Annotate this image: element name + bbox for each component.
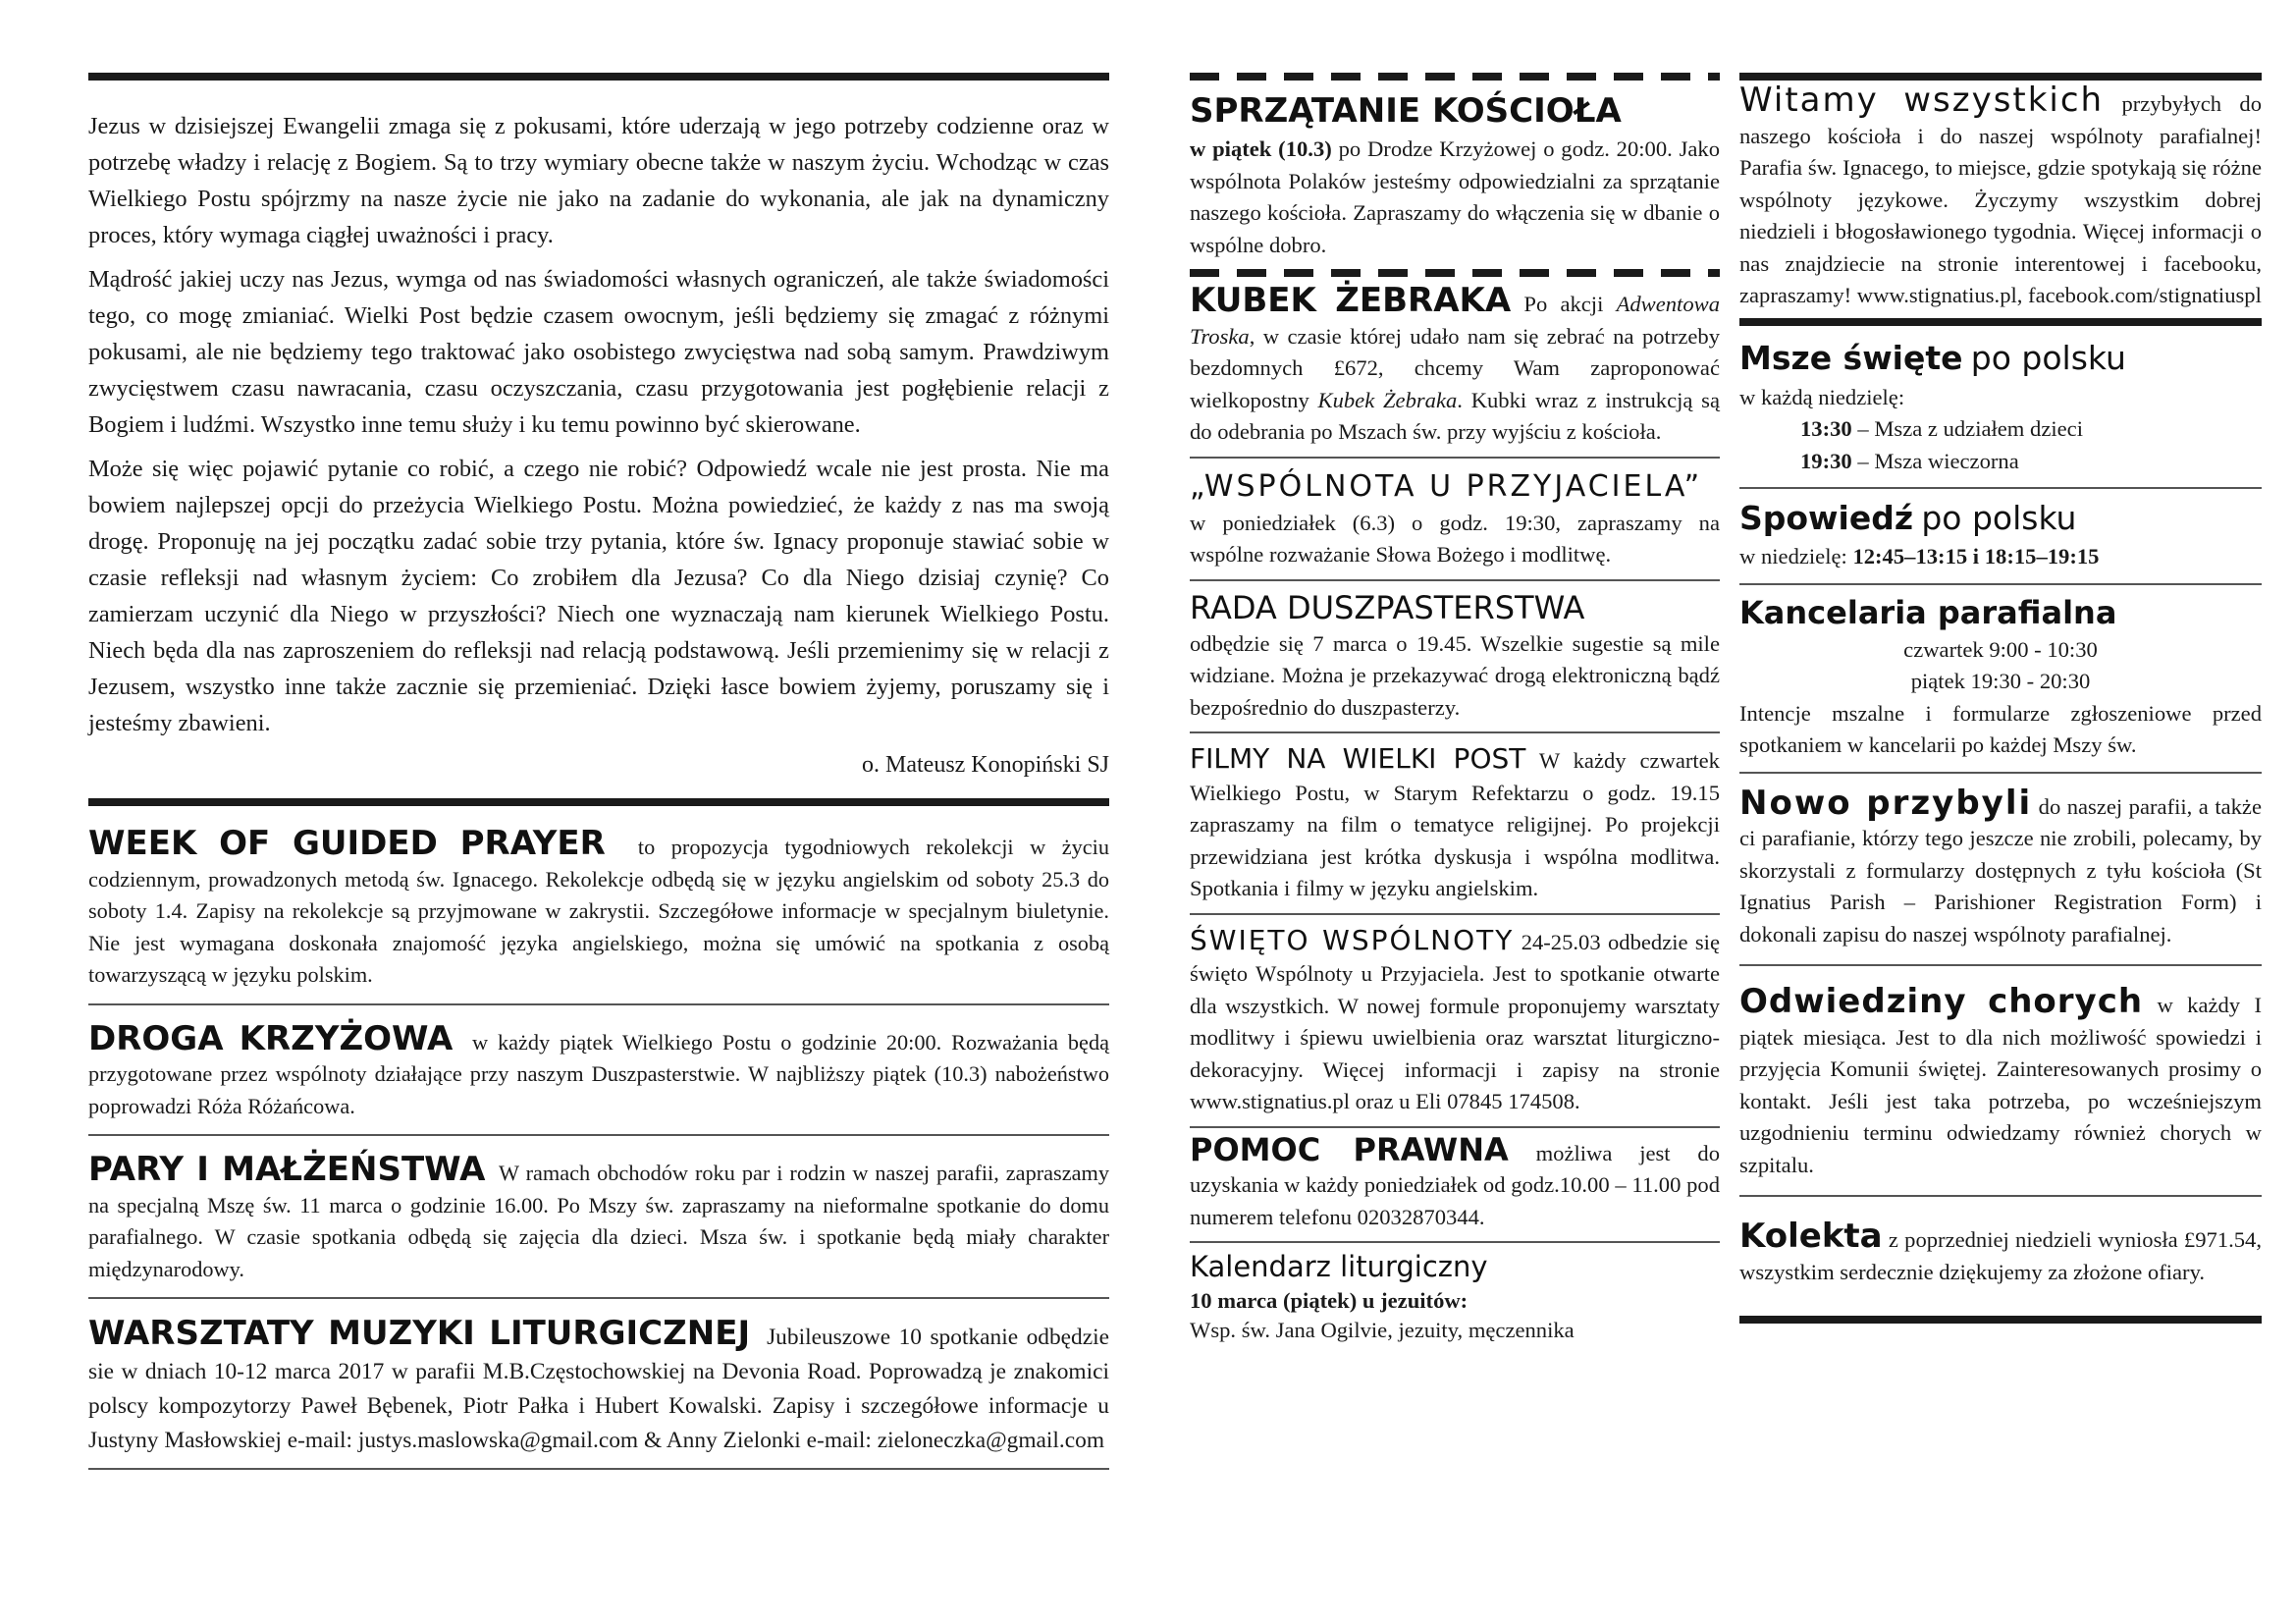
nowo-przybyli: [1739, 783, 2262, 951]
intro-paragraph: Mądrość jakiej uczy nas Jezus, wymga od nas świadomości własnych ograniczeń, ale także świadomości tego, co mogę zmianiać. Wielki Post będzie czasem owocnym, jeśli będziemy się zmagać z różnymi pokusami, ale nie będziemy tego traktować jako osobistego zwycięstwa nad sobą samym. Prawdziwym zwycięstwem czasu nawracania, czasu oczyszczania, czasu przygotowania jest pogłębienie relacji z Bogiem i ludźmi. Wszystko inne temu służy i ku temu powinno być skierowane.: [88, 266, 1109, 438]
section-title: PARY I MAŁŻEŃSTWA: [88, 1150, 486, 1189]
section-text: w niedzielę:: [1739, 544, 1847, 568]
section-text: Jubileuszowe 10 spotkanie odbędzie sie w dniach 10-12 marca 2017 w parafii M.B.Częstochowskiej na Devonia Road. Poprowadzą je znakomici polscy kompozytorzy Paweł Bębenek, Piotr Pałka i Hubert Kowalski. Zapisy i szczegółowe informacje u Justyny Masłowskiej e-mail: justys.maslowska@gmail.com & Anny Zielonki e-mail: zieloneczka@gmail.com: [88, 1325, 1110, 1453]
kalendarz-liturgiczny: [1190, 1247, 1720, 1346]
week-guided-prayer: [88, 824, 1110, 992]
mass-label: – Msza wieczorna: [1851, 448, 2019, 473]
section-title: RADA DUSZPASTERSTWA: [1190, 588, 1585, 626]
mass-time: 19:30: [1800, 448, 1852, 473]
section-text: . Kubki wraz z instrukcją są do odebrania po Mszach św. przy wyjściu z kościoła.: [1190, 387, 1720, 444]
section-rule: [88, 798, 1109, 806]
section-title: Witamy wszystkich: [1739, 81, 2105, 120]
section-rule: [1739, 487, 2262, 489]
section-rule: [88, 1134, 1109, 1136]
swieto-wspolnoty: [1190, 925, 1720, 1118]
intro-paragraph: Może się więc pojawić pytanie co robić, a czego nie robić? Odpowiedź wcale nie jest prosta. Nie ma bowiem najlepszej opcji do przeżycia Wielkiego Postu. Można powiedzieć, że każdy z nas ma swoją drogę. Proponuję na jej początku zadać sobie trzy pytania, które św. Ignacy proponuje stawiać sobie w czasie refleksji nad własnym życiem: Co zrobiłem dla Jezusa? Co dla Niego dzisiaj czynię? Co zamierzam uczynić dla Niego w przyszłości? Niech one wyznaczają nam kierunek Wielkiego Postu. Niech będa dla nas zaproszeniem do refleksji nad relacją podstawową. Jeśli przemienimy się w relacji z Jezusem, wszystko inne także zacznie się przemieniać. Dzięki łasce bowiem żyjemy, poruszamy się i jesteśmy zbawieni.: [88, 456, 1109, 736]
confession-times: 12:45–13:15 i 18:15–19:15: [1852, 544, 2100, 568]
section-rule: [1190, 1126, 1720, 1128]
odwiedziny-chorych: [1739, 982, 2262, 1181]
section-rule: [1190, 1241, 1720, 1243]
msze-swiete: [1739, 336, 2262, 478]
warsztaty-muzyki: [88, 1314, 1110, 1458]
top-rule: [88, 73, 1109, 81]
section-title: Nowo przybyli: [1739, 783, 2033, 823]
section-title: KUBEK ŻEBRAKA: [1190, 281, 1512, 320]
kancelaria-parafialna: [1739, 591, 2262, 762]
section-title: DROGA KRZYŻOWA: [88, 1018, 454, 1058]
section-subtitle: po polsku: [1921, 499, 2077, 537]
section-rule: [1739, 318, 2262, 326]
section-title: „WSPÓLNOTA U PRZYJACIELA”: [1190, 468, 1703, 504]
mass-item: [1739, 413, 2262, 446]
section-rule: [1190, 579, 1720, 581]
section-text: 24-25.03 odbedzie się święto Wspólnoty u Przyjaciela. Jest to spotkanie otwarte dla wszystkich. W nowej formule proponujemy warsztaty modlitwy i śpiewu uwielbienia oraz warsztat liturgiczno-dekoracyjny. Więcej informacji i zapisy na stronie www.stignatius.pl oraz u Eli 07845 174508.: [1190, 929, 1720, 1113]
section-text: odbędzie się 7 marca o 19.45. Wszelkie sugestie są mile widziane. Można je przekazywać drogą elektroniczną bądź bezpośrednio do duszpasterzy.: [1190, 630, 1720, 720]
section-rule: [88, 1297, 1109, 1299]
witamy-wszystkich: [1739, 81, 2263, 312]
section-date: w piątek (10.3): [1190, 136, 1332, 161]
section-text: , w czasie której udało nam się zebrać na potrzeby bezdomnych £672, chcemy Wam zaproponować wielkopostny: [1190, 323, 1720, 412]
mass-time: 13:30: [1800, 416, 1852, 441]
section-rule: [1739, 1195, 2262, 1197]
middle-column: [1190, 73, 1720, 1346]
top-dashed-rule: [1190, 73, 1720, 81]
section-text: W ramach obchodów roku par i rodzin w naszej parafii, zapraszamy na specjalną Mszę św. 11 marca o godzinie 16.00. Po Mszy św. zapraszamy na nieformalne spotkanie do domu parafialnego. W czasie spotkania odbędą się zajęcia dla dzieci. Msza św. i spotkanie będą miały charakter międzynarodowy.: [88, 1161, 1109, 1281]
section-rule: [1739, 583, 2262, 585]
kubek-zebraka: [1190, 281, 1720, 449]
section-title: Msze święte: [1739, 338, 1963, 377]
section-title: FILMY NA WIELKI POST: [1190, 742, 1526, 775]
section-text: W każdy czwartek Wielkiego Postu, w Starym Refektarzu o godz. 19.15 zapraszamy na film o tematyce religijnej. Po projekcji przewidziana jest krótka dyskusja i wspólna modlitwa. Spotkania i filmy w języku angielskim.: [1190, 748, 1720, 900]
left-column: [88, 73, 1109, 1470]
intro-article: [88, 108, 1109, 783]
section-title: WEEK OF GUIDED PRAYER: [88, 824, 606, 863]
section-date: 10 marca (piątek) u jezuitów:: [1190, 1288, 1468, 1313]
section-rule: [1190, 457, 1720, 459]
sprzatanie-kosciola: [1190, 88, 1720, 261]
section-text: z poprzedniej niedzieli wyniosła £971.54, wszystkim serdecznie dziękujemy za złożone ofiary.: [1739, 1227, 2262, 1284]
wspolnota-u-przyjaciela: [1190, 466, 1720, 571]
droga-krzyzowa: [88, 1018, 1109, 1123]
section-text: Wsp. św. Jana Ogilvie, jezuity, męczennika: [1190, 1318, 1575, 1342]
section-subtitle: po polsku: [1970, 338, 2126, 377]
section-italic: Kubek Żebraka: [1317, 387, 1458, 412]
section-text: do naszej parafii, a także ci parafianie, którzy tego jeszcze nie zrobili, polecamy, by skorzystali z formularzy dostępnych z tyłu kościoła (St Ignatius Parish – Parishioner Registration Form) i dokonali zapisu do naszej wspólnoty parafialnej.: [1739, 793, 2262, 947]
section-text: po Drodze Krzyżowej o godz. 20:00. Jako wspólnota Polaków jesteśmy odpowiedzialni za sprzątanie naszego kościoła. Zapraszamy do włączenia się w dbanie o wspólne dobro.: [1190, 136, 1720, 257]
pomoc-prawna: [1190, 1130, 1720, 1234]
section-rule: [88, 1468, 1109, 1470]
section-rule: [1739, 772, 2262, 774]
section-title: POMOC PRAWNA: [1190, 1130, 1509, 1168]
signature: o. Mateusz Konopiński SJ: [862, 752, 1109, 778]
section-title: Spowiedź: [1739, 499, 1914, 537]
section-text: w każdy piątek Wielkiego Postu o godzinie 20:00. Rozważania będą przygotowane przez wspólnoty działające przy naszym Duszpasterstwie. W najbliższy piątek (10.3) nabożeństwo poprowadzi Róża Różańcowa.: [88, 1029, 1109, 1118]
pary-malzenstwa: [88, 1150, 1109, 1285]
office-hours: piątek 19:30 - 20:30: [1910, 669, 2091, 693]
section-text: Po akcji: [1523, 292, 1604, 316]
section-title: Kancelaria parafialna: [1739, 593, 2117, 631]
section-text: przybyłych do naszego kościoła i do naszej wspólnoty parafialnej! Parafia św. Ignacego, to miejsce, gdzie spotykają się różne wspólnoty językowe. Życzymy wszystkim dobrej niedzieli i błogosławionego tygodnia. Więcej informacji o nas znajdziecie na stronie interentowej i facebooku, zapraszamy! www.stignatius.pl, facebook.com/stignatiuspl: [1739, 91, 2263, 307]
spowiedz: [1739, 497, 2262, 573]
section-text: w każdą niedzielę:: [1739, 384, 1905, 409]
section-text: Intencje mszalne i formularze zgłoszeniowe przed spotkaniem w kancelarii po każdej Mszy św.: [1739, 700, 2262, 757]
section-rule: [1739, 964, 2262, 966]
section-title: Kolekta: [1739, 1217, 1883, 1256]
section-text: możliwa jest do uzyskania w każdy poniedziałek od godz.10.00 – 11.00 pod numerem telefonu 02032870344.: [1190, 1140, 1720, 1229]
section-title: WARSZTATY MUZYKI LITURGICZNEJ: [88, 1314, 751, 1353]
top-rule: [1739, 73, 2262, 81]
kolekta: [1739, 1217, 2262, 1288]
section-italic: Adwentowa Troska: [1190, 292, 1720, 349]
section-title: SPRZĄTANIE KOŚCIOŁA: [1190, 91, 1622, 131]
section-title: Kalendarz liturgiczny: [1190, 1250, 1488, 1283]
rada-duszpasterstwa: [1190, 587, 1720, 725]
section-title: ŚWIĘTO WSPÓLNOTY: [1190, 923, 1515, 956]
section-rule: [88, 1003, 1109, 1005]
intro-paragraph: Jezus w dzisiejszej Ewangelii zmaga się z pokusami, które uderzają w jego potrzeby codzienne oraz w potrzebę władzy i relację z Bogiem. Są to trzy wymiary obecne także w naszym życiu. Wchodząc w czas Wielkiego Postu spójrzmy na nasze życie nie jako na zadanie do wykonania, ale jak na dynamiczny proces, który wymaga ciągłej uważności i pracy.: [88, 113, 1109, 248]
section-rule: [1190, 731, 1720, 733]
filmy-wielki-post: [1190, 743, 1720, 905]
bottom-rule: [1739, 1316, 2262, 1324]
office-hours: czwartek 9:00 - 10:30: [1903, 636, 2098, 662]
mass-label: – Msza z udziałem dzieci: [1851, 416, 2083, 441]
section-title: Odwiedziny chorych: [1739, 982, 2144, 1021]
right-column: [1739, 73, 2262, 1324]
mass-item: [1739, 446, 2262, 478]
section-text: w poniedziałek (6.3) o godz. 19:30, zapraszamy na wspólne rozważanie Słowa Bożego i modlitwę.: [1190, 510, 1720, 567]
section-dashed-rule: [1190, 269, 1720, 277]
section-text: to propozycja tygodniowych rekolekcji w życiu codziennym, prowadzonych metodą św. Ignacego. Rekolekcje odbędą się w języku angielskim od soboty 25.3 do soboty 1.4. Zapisy na rekolekcje są przyjmowane w zakrystii. Szczegółowe informacje w specjalnym biuletynie. Nie jest wymagana doskonała znajomość języka angielskiego, można się umówić na spotkania z osobą towarzyszącą w języku polskim.: [88, 835, 1110, 987]
section-rule: [1190, 913, 1720, 915]
section-text: w każdy I piątek miesiąca. Jest to dla nich możliwość spowiedzi i przyjęcia Komunii świętej. Zainteresowanych prosimy o kontakt. Jeśli jest taka potrzeba, po wcześniejszym uzgodnieniu terminu odwiedzamy również chorych w szpitalu.: [1739, 993, 2262, 1177]
